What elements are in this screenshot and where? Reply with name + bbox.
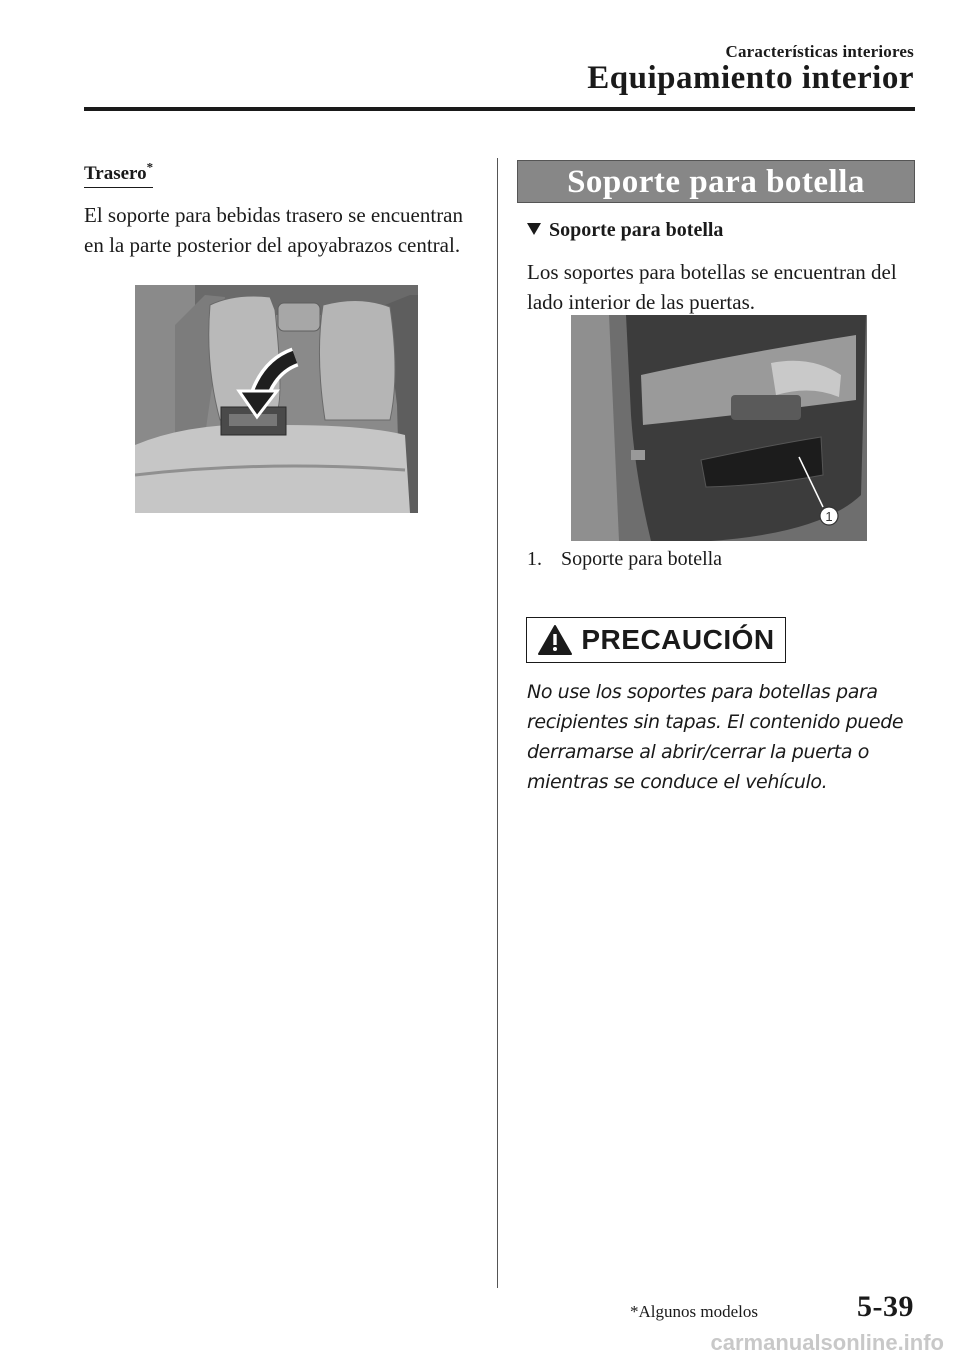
bottle-holder-paragraph: Los soportes para botellas se encuentran del lado interior de las puertas. [527,260,897,314]
watermark: carmanualsonline.info [710,1330,944,1355]
bottle-holder-heading [527,217,723,243]
optional-equipment-mark: * [146,159,154,175]
caution-text: No use los soportes para botellas para recipientes sin tapas. El contenido puede derramarse al abrir/cerrar la puerta o mientras se conduce el vehículo. [527,681,904,793]
page-number: 5-39 [857,1290,914,1323]
chapter-title: Equipamiento interior [587,60,914,96]
subheading-text: Trasero [84,163,147,184]
rear-seat-armrest-illustration [135,285,418,513]
rear-cupholder-paragraph: El soporte para bebidas trasero se encuentran en la parte posterior del apoyabrazos central. [84,203,464,257]
footnote: *Algunos modelos [630,1302,758,1321]
column-divider [497,158,498,1288]
caution-box [526,617,786,663]
section-banner: Soporte para botella [517,160,915,203]
door-panel-bottle-holder-illustration [571,315,867,541]
section-title: Características interiores [725,42,914,61]
subheading-trasero [84,159,154,188]
door-bottle-holder-figure [571,315,867,541]
rear-seat-armrest-figure [135,285,418,513]
header-rule [84,107,915,111]
caption-text: Soporte para botella [561,548,723,570]
warning-triangle-icon [537,624,573,656]
callout-number: 1 [825,509,833,524]
figure-caption [527,546,722,572]
triangle-down-icon [527,223,541,235]
caption-number: 1. [527,548,542,570]
caution-label: PRECAUCIÓN [581,624,775,655]
heading-text: Soporte para botella [549,219,724,241]
